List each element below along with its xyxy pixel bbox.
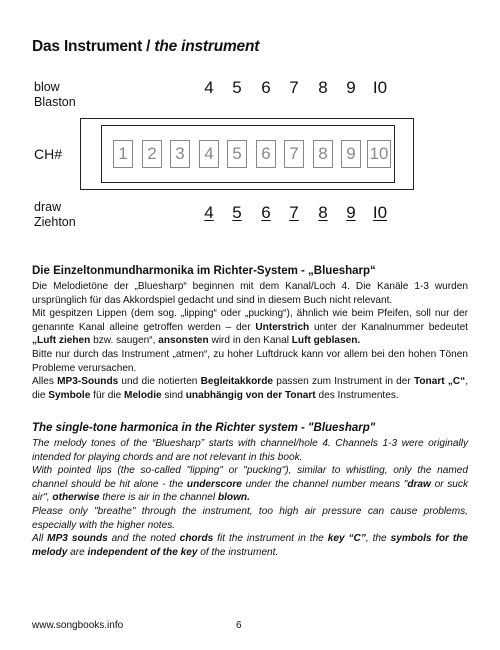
paragraph — [32, 464, 468, 505]
hole-6: 6 — [256, 140, 276, 168]
paragraph: Bitte nur durch das Instrument „atmen“, zu hoher Luftdruck kann vor allem bei den hohen Tönen Probleme verursachen. — [32, 348, 468, 374]
text-run-bold: draw — [407, 478, 431, 490]
english-text — [32, 437, 468, 559]
blow-label: blow — [34, 80, 60, 94]
hole-8: 8 — [313, 140, 333, 168]
text-run: Alles — [32, 376, 58, 388]
text-run: und die notierten — [118, 376, 201, 388]
ziehton-label: Ziehton — [34, 215, 76, 229]
text-run-bold: unabhängig von der Tonart — [185, 389, 316, 401]
text-run-bold: symbols for the melody — [32, 533, 468, 558]
text-run: or suck air", — [32, 478, 468, 504]
blow-number: 9 — [346, 78, 356, 97]
blow-number: 4 — [204, 78, 214, 97]
footer-website: www.songbooks.info — [32, 620, 124, 631]
text-run-bold: ansonsten — [158, 335, 209, 347]
text-run: and the noted — [107, 533, 180, 545]
text-run-bold: „Luft ziehen — [32, 335, 91, 347]
text-run-bold: Luft geblasen. — [291, 335, 361, 347]
page-title — [32, 38, 259, 56]
text-run: sind — [161, 389, 186, 401]
text-run: wird in den Kanal — [208, 335, 292, 347]
text-run: , the — [365, 533, 391, 545]
text-run: des Instrumentes. — [315, 389, 399, 401]
text-run-bold: otherwise — [52, 492, 100, 504]
blow-number: 7 — [289, 78, 299, 97]
draw-number: 9 — [346, 203, 356, 222]
text-run-bold: Symbole — [48, 389, 91, 401]
text-run: under the channel number means " — [241, 478, 408, 490]
paragraph — [32, 307, 468, 348]
draw-number: 6 — [261, 203, 271, 222]
draw-number: 8 — [318, 203, 328, 222]
title-english: the instrument — [154, 38, 260, 55]
text-run: unter der Kanalnummer bedeutet — [309, 321, 468, 333]
channel-label: CH# — [34, 146, 63, 162]
hole-9: 9 — [341, 140, 361, 168]
hole-4: 4 — [199, 140, 219, 168]
paragraph — [32, 375, 468, 402]
paragraph: Die Melodietöne der „Bluesharp“ beginnen mit dem Kanal/Loch 4. Die Kanäle 1-3 wurden ursprünglich für das Akkordspiel gedacht und sind in diesem Buch nicht relevant. — [32, 281, 468, 306]
text-run-bold: Melodie — [124, 389, 162, 401]
text-run-bold: blown. — [217, 492, 250, 504]
german-text — [32, 280, 468, 402]
title-german: Das Instrument / — [32, 38, 155, 55]
section-title-english: The single-tone harmonica in the Richter system - "Bluesharp" — [32, 422, 376, 434]
text-run: , die — [32, 376, 469, 401]
text-run-bold: Begleitakkorde — [200, 376, 273, 388]
blow-number: I0 — [372, 78, 388, 97]
text-run: are — [67, 546, 88, 558]
hole-3: 3 — [170, 140, 190, 168]
blow-number: 5 — [232, 78, 242, 97]
text-run-bold: underscore — [186, 478, 242, 490]
text-run-bold: independent of the key — [87, 546, 198, 558]
draw-number: I0 — [372, 203, 388, 222]
text-run: With pointed lips (the so-called "lipping" or "pucking"), similar to whistling, only the named channel should be hit alone - the — [32, 465, 468, 490]
hole-1: 1 — [113, 140, 133, 168]
text-run-bold: MP3 sounds — [47, 533, 108, 545]
text-run: of the instrument. — [197, 546, 279, 558]
draw-number: 4 — [204, 203, 214, 222]
blaston-label: Blaston — [34, 95, 76, 109]
text-run: there is air in the channel — [99, 492, 218, 504]
blow-number: 6 — [261, 78, 271, 97]
text-run: passen zum Instrument in der — [273, 376, 414, 388]
paragraph: Please only "breathe" through the instrument, too high air pressure can cause problems, especially with the higher notes. — [32, 505, 468, 531]
hole-5: 5 — [227, 140, 247, 168]
text-run: All — [32, 533, 48, 545]
text-run-bold: MP3-Sounds — [57, 376, 119, 388]
blow-number: 8 — [318, 78, 328, 97]
draw-number: 5 — [232, 203, 242, 222]
hole-2: 2 — [142, 140, 162, 168]
paragraph: The melody tones of the “Bluesharp” starts with channel/hole 4. Channels 1-3 were originally intended for playing chords and are not relevant in this book. — [32, 438, 468, 463]
draw-number: 7 — [289, 203, 299, 222]
section-title-german: Die Einzeltonmundharmonika im Richter-System - „Bluesharp“ — [32, 265, 376, 277]
text-run-bold: chords — [179, 533, 214, 545]
text-run: für die — [90, 389, 125, 401]
text-run: bzw. saugen“, — [90, 335, 159, 347]
hole-7: 7 — [284, 140, 304, 168]
text-run-bold: Tonart „C“ — [413, 376, 466, 388]
page-number: 6 — [236, 620, 242, 631]
paragraph — [32, 532, 468, 559]
text-run-bold: Unterstrich — [255, 321, 310, 333]
text-run: Mit gespitzen Lippen (dem sog. „lipping“ oder „pucking“), ähnlich wie beim Pfeifen, soll nur der genannte Kanal alleine getroffen werden – der — [32, 308, 468, 333]
draw-label: draw — [34, 200, 62, 214]
text-run: fit the instrument in the — [213, 533, 328, 545]
hole-10: 10 — [367, 140, 391, 168]
text-run-bold: key “C” — [327, 533, 366, 545]
